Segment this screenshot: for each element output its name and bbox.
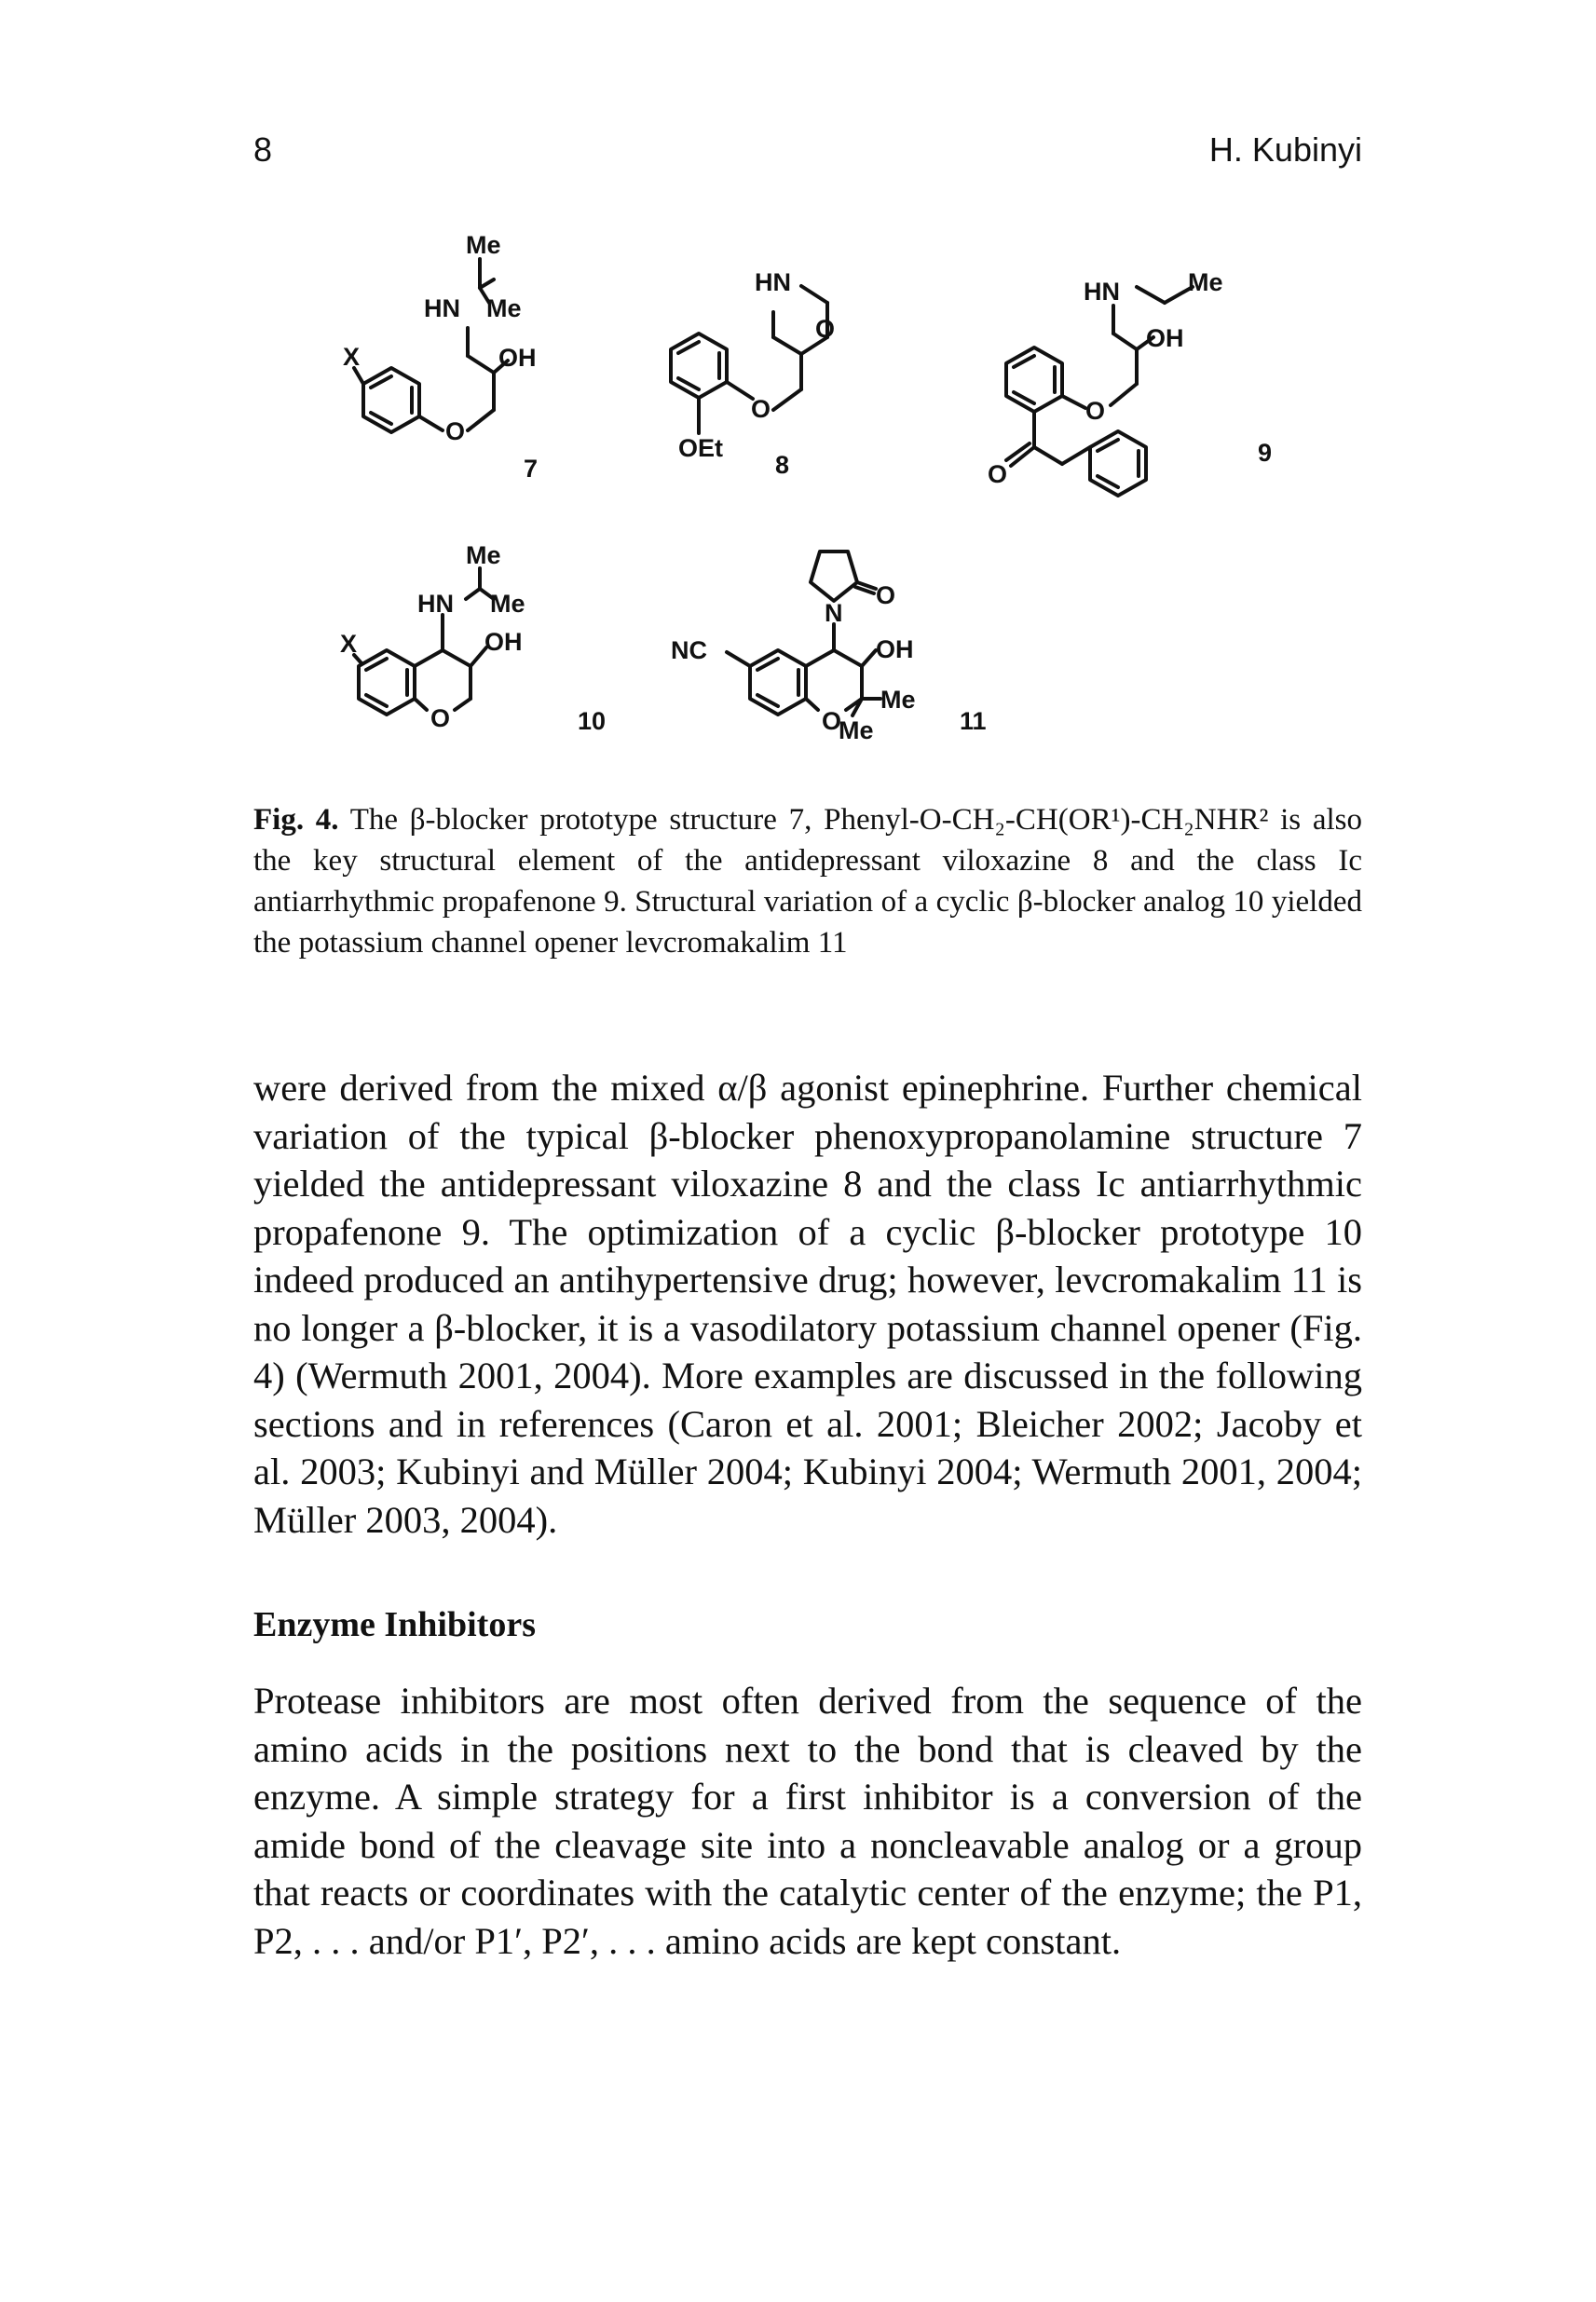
paragraph: were derived from the mixed α/β agonist epinephrine. Further chemical variation of the typical β-blocker phenoxypropanolamine structure 7 yielded the antidepressant viloxazine 8 and the class Ic antiarrhythmic propafenone 9. The optimization of a cyclic β-blocker prototype 10 indeed produced an antihypertensive drug; however, levcromakalim 11 is no longer a β-blocker, it is a vasodilatory potassium channel opener (Fig. 4) (Wermuth 2001, 2004). More examples are discussed in the following sections and in references (Caron et al. 2001; Bleicher 2002; Jacoby et al. 2003; Kubinyi and Müller 2004; Kubinyi 2004; Wermuth 2001, 2004; Müller 2003, 2004). <box>253 1067 1362 1541</box>
atom-o: O <box>988 460 1008 488</box>
atom-oet: OEt <box>678 434 724 462</box>
compound-label-8: 8 <box>775 451 790 479</box>
atom-x: X <box>343 343 361 371</box>
compound-label-10: 10 <box>578 707 607 735</box>
page-number: 8 <box>253 130 273 169</box>
atom-n: N <box>825 599 843 627</box>
atom-x: X <box>340 630 358 658</box>
atom-oh: OH <box>876 635 914 663</box>
figure-caption-label: Fig. 4. <box>253 803 339 837</box>
running-head <box>253 130 1362 177</box>
atom-me: Me <box>1188 268 1223 296</box>
atom-hn: HN <box>417 590 454 618</box>
atom-nc: NC <box>671 636 707 664</box>
atom-o: O <box>1085 397 1106 425</box>
atom-hn: HN <box>1084 278 1120 306</box>
body-text <box>253 1064 1362 1544</box>
compound-label-11: 11 <box>960 707 987 735</box>
figure-caption-text: The β-blocker prototype structure 7, Phenyl-O-CH₂-CH(OR¹)-CH₂NHR² is also the key structural element of the antidepressant viloxazine 8 and the class Ic antiarrhythmic propafenone 9. Structural variation of a cyclic β-blocker analog 10 yielded the potassium channel opener levcromakalim 11 <box>253 803 1362 960</box>
atom-oh: OH <box>498 344 537 372</box>
atom-o: O <box>430 704 451 732</box>
atom-o: O <box>822 707 842 735</box>
figure-caption <box>253 799 1362 963</box>
atom-o: O <box>751 395 771 423</box>
atom-me: Me <box>466 231 501 259</box>
compound-label-9: 9 <box>1258 439 1273 467</box>
atom-hn: HN <box>424 294 460 322</box>
structure-9 <box>988 268 1272 496</box>
chemical-structures <box>317 224 1323 801</box>
running-head-author: H. Kubinyi <box>1208 130 1362 169</box>
paragraph: Protease inhibitors are most often derived from the sequence of the amino acids in the positions next to the bond that is cleaved by the enzyme. A simple strategy for a first inhibitor is a conversion of the amide bond of the cleavage site into a noncleavable analog or a group that reacts or coordinates with the catalytic center of the enzyme; the P1, P2, . . . and/or P1′, P2′, . . . amino acids are kept constant. <box>253 1680 1362 1962</box>
atom-oh: OH <box>1146 324 1184 352</box>
atom-me: Me <box>490 590 525 618</box>
figure-4 <box>317 224 1323 801</box>
structure-10 <box>340 541 606 735</box>
section-heading: Enzyme Inhibitors <box>253 1605 536 1644</box>
atom-oh: OH <box>484 628 523 656</box>
atom-me: Me <box>839 716 874 744</box>
atom-o: O <box>445 417 466 445</box>
atom-o: O <box>876 581 896 609</box>
structure-11 <box>671 552 987 744</box>
atom-o: O <box>815 315 836 343</box>
atom-me: Me <box>466 541 501 569</box>
atom-me: Me <box>486 294 522 322</box>
atom-hn: HN <box>755 268 791 296</box>
structure-7 <box>343 231 538 483</box>
structure-8 <box>671 268 835 479</box>
body-text <box>253 1677 1362 1965</box>
atom-me: Me <box>880 686 916 714</box>
compound-label-7: 7 <box>524 455 539 483</box>
